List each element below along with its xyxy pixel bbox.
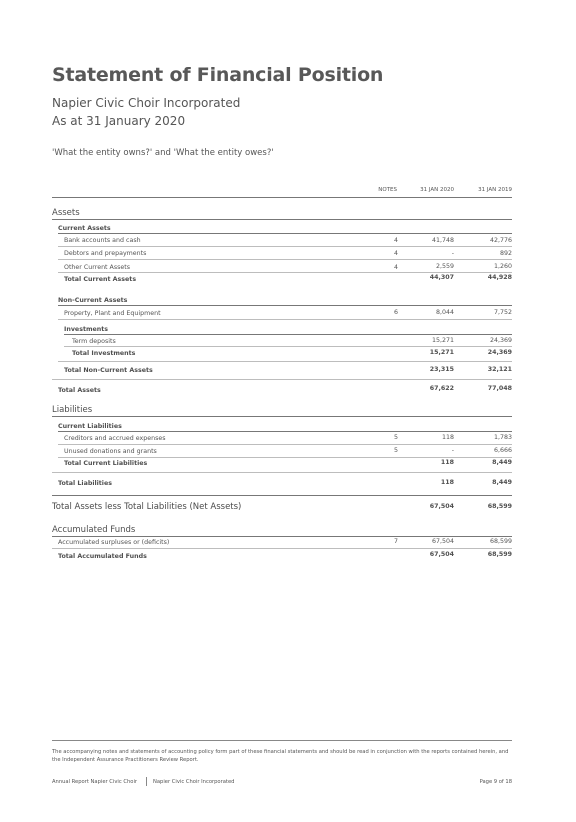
footer-separator bbox=[146, 777, 147, 786]
row-value-2020: 118 bbox=[441, 434, 454, 441]
row-rule bbox=[64, 346, 512, 347]
section-accumulated-funds: Accumulated Funds bbox=[52, 525, 136, 535]
total-current-liabilities-label: Total Current Liabilities bbox=[64, 460, 148, 467]
col-header-2019: 31 JAN 2019 bbox=[478, 187, 512, 193]
date-line: As at 31 January 2020 bbox=[52, 114, 186, 128]
section-rule bbox=[52, 495, 512, 496]
row-rule bbox=[58, 457, 512, 458]
total-value-2020: 67,622 bbox=[429, 385, 454, 392]
total-investments-label: Total Investments bbox=[72, 350, 136, 357]
row-rule bbox=[58, 259, 512, 260]
row-label: Property, Plant and Equipment bbox=[64, 310, 161, 317]
footer-rule bbox=[52, 740, 512, 741]
row-value-2019: 6,666 bbox=[493, 447, 512, 454]
current-liabilities-heading: Current Liabilities bbox=[58, 423, 122, 430]
row-label: Accumulated surpluses or (deficits) bbox=[58, 539, 170, 546]
row-note: 7 bbox=[393, 538, 398, 545]
page-title: Statement of Financial Position bbox=[52, 64, 384, 86]
col-header-2020: 31 JAN 2020 bbox=[420, 187, 454, 193]
row-value-2019: 24,369 bbox=[489, 337, 512, 344]
total-value-2020: 118 bbox=[440, 479, 454, 486]
row-note: 4 bbox=[393, 250, 398, 257]
row-rule bbox=[52, 472, 512, 473]
total-accumulated-funds-label: Total Accumulated Funds bbox=[58, 553, 147, 560]
footer-org-name: Napier Civic Choir Incorporated bbox=[153, 779, 235, 785]
row-rule bbox=[58, 233, 512, 234]
row-label: Term deposits bbox=[72, 338, 116, 345]
total-value-2020: 23,315 bbox=[429, 366, 454, 373]
total-assets-label: Total Assets bbox=[58, 387, 101, 394]
section-rule bbox=[52, 416, 512, 417]
row-value-2019: 892 bbox=[499, 250, 512, 257]
total-value-2020: 15,271 bbox=[429, 349, 454, 356]
row-value-2019: 1,260 bbox=[493, 263, 512, 270]
investments-heading: Investments bbox=[64, 326, 109, 333]
row-value-2020: 8,044 bbox=[435, 309, 454, 316]
row-rule bbox=[52, 379, 512, 380]
row-value-2020: 67,504 bbox=[431, 538, 454, 545]
row-rule bbox=[52, 548, 512, 549]
total-current-assets-label: Total Current Assets bbox=[64, 276, 137, 283]
total-value-2020: 44,307 bbox=[429, 274, 454, 281]
row-value-2019: 7,752 bbox=[493, 309, 512, 316]
footnote: The accompanying notes and statements of accounting policy form part of these financial statements and should be read in conjunction with the reports contained herein, and the Independent Assurance Practitioners Review Report. bbox=[52, 749, 509, 763]
organization-name: Napier Civic Choir Incorporated bbox=[52, 96, 241, 110]
total-liabilities-label: Total Liabilities bbox=[58, 480, 112, 487]
row-value-2020: 15,271 bbox=[431, 337, 454, 344]
row-value-2020: - bbox=[451, 250, 454, 257]
total-non-current-assets-label: Total Non-Current Assets bbox=[64, 367, 153, 374]
total-value-2019: 8,449 bbox=[492, 479, 512, 486]
section-rule bbox=[52, 536, 512, 537]
row-rule bbox=[58, 431, 512, 432]
row-note: 6 bbox=[393, 309, 398, 316]
section-assets: Assets bbox=[52, 208, 80, 218]
row-label: Creditors and accrued expenses bbox=[64, 435, 166, 442]
total-value-2019: 68,599 bbox=[487, 551, 512, 558]
row-note: 5 bbox=[393, 434, 398, 441]
row-value-2020: - bbox=[451, 447, 454, 454]
row-rule bbox=[58, 361, 512, 362]
total-value-2019: 24,369 bbox=[487, 349, 512, 356]
net-assets-value-2020: 67,504 bbox=[429, 503, 454, 510]
section-rule bbox=[52, 219, 512, 220]
row-rule bbox=[58, 444, 512, 445]
total-value-2019: 32,121 bbox=[487, 366, 512, 373]
row-value-2019: 1,783 bbox=[493, 434, 512, 441]
row-rule bbox=[58, 305, 512, 306]
row-note: 5 bbox=[393, 447, 398, 454]
row-rule bbox=[58, 246, 512, 247]
row-rule bbox=[64, 334, 512, 335]
row-rule bbox=[58, 272, 512, 273]
page-number: Page 9 of 18 bbox=[479, 779, 512, 785]
row-value-2019: 42,776 bbox=[489, 237, 512, 244]
current-assets-heading: Current Assets bbox=[58, 225, 111, 232]
total-value-2020: 118 bbox=[440, 459, 454, 466]
footer-report-name: Annual Report Napier Civic Choir bbox=[52, 779, 138, 785]
net-assets-label: Total Assets less Total Liabilities (Net Assets) bbox=[52, 502, 242, 512]
row-value-2020: 41,748 bbox=[431, 237, 454, 244]
net-assets-value-2019: 68,599 bbox=[487, 503, 512, 510]
row-label: Other Current Assets bbox=[64, 264, 131, 271]
row-value-2020: 2,559 bbox=[435, 263, 454, 270]
row-label: Unused donations and grants bbox=[64, 448, 157, 455]
section-liabilities: Liabilities bbox=[52, 405, 93, 415]
total-value-2019: 8,449 bbox=[492, 459, 512, 466]
total-value-2019: 77,048 bbox=[487, 385, 512, 392]
row-label: Bank accounts and cash bbox=[64, 237, 141, 244]
row-note: 4 bbox=[393, 264, 398, 271]
row-value-2019: 68,599 bbox=[489, 538, 512, 545]
non-current-assets-heading: Non-Current Assets bbox=[58, 297, 128, 304]
total-value-2020: 67,504 bbox=[429, 551, 454, 558]
col-header-notes: NOTES bbox=[378, 187, 397, 193]
total-value-2019: 44,928 bbox=[487, 274, 512, 281]
question-line: 'What the entity owns?' and 'What the entity owes?' bbox=[52, 148, 274, 158]
row-label: Debtors and prepayments bbox=[64, 250, 147, 257]
header-rule bbox=[52, 197, 512, 198]
row-rule bbox=[58, 319, 512, 320]
row-note: 4 bbox=[393, 237, 398, 244]
